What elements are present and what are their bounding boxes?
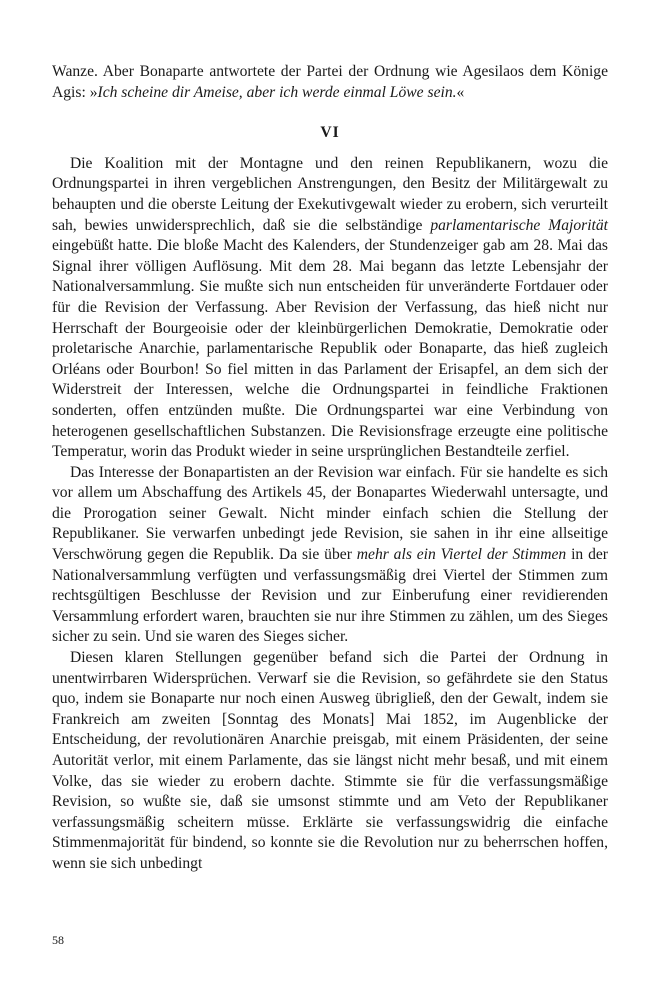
paragraph-1-italic: parlamentarische Majorität	[430, 216, 609, 234]
opening-quote-italic: Ich scheine dir Ameise, aber ich werde einmal Löwe sein.	[97, 83, 457, 101]
paragraph-2	[52, 463, 608, 648]
paragraph-1-part-b: eingebüßt hatte. Die bloße Macht des Kalenders, der Stundenzeiger gab am 28. Mai das Signal ihrer völligen Auflösung. Mit dem 28. Mai begann das letzte Lebensjahr der Nationalversammlung. Sie mußte sich nun entscheiden für unveränderte Fortdauer oder für die Revision der Verfassung. Aber Revision der Verfassung, das hieß nicht nur Herrschaft der Bourgeoisie oder der kleinbürgerlichen Demokratie, Demokratie oder proletarische Anarchie, parlamentarische Republik oder Bonaparte, das hieß zugleich Orléans oder Bourbon! So fiel mitten in das Parlament der Erisapfel, an dem sich der Widerstreit der Interessen, welche die Ordnungspartei in feindliche Fraktionen sonderten, offen entzünden mußte. Die Ordnungspartei war eine Verbindung von heterogenen gesellschaftlichen Substanzen. Die Revisionsfrage erzeugte eine politische Temperatur, worin das Produkt wieder in seine ursprünglichen Bestandteile zerfiel.	[52, 237, 608, 461]
paragraph-3: Diesen klaren Stellungen gegenüber befand sich die Partei der Ordnung in unentwirrbaren Widersprüchen. Verwarf sie die Revision, so gefährdete sie den Status quo, indem sie Bonaparte nur noch einen Ausweg übrigließ, den der Gewalt, indem sie Frankreich am zweiten [Sonntag des Monats] Mai 1852, im Augenblicke der Entscheidung, der revolutionären Anarchie preisgab, mit einem Präsidenten, der seine Autorität verlor, mit einem Parlamente, das sie längst nicht mehr besaß, und mit einem Volke, das sie wieder zu erobern dachte. Stimmte sie für die verfassungsmäßige Revision, so wußte sie, daß sie umsonst stimmte und am Veto der Republikaner verfassungsmäßig scheitern müsse. Erklärte sie verfassungswidrig die einfache Stimmenmajorität für bindend, so konnte sie die Revolution nur zu beherrschen hoffen, wenn sie sich unbedingt	[52, 649, 608, 872]
section-heading: VI	[320, 124, 340, 142]
paragraph-1	[52, 154, 608, 463]
page-number: 58	[52, 933, 64, 947]
paragraph-1-part-a: Die Koalition mit der Montagne und den reinen Republikanern, wozu die Ordnungspartei in ihren vergeblichen Anstrengungen, den Besitz der Militärgewalt zu behaupten und die oberste Leitung der Exekutivgewalt wieder zu erobern, sich verurteilt sah, bewies unwidersprechlich, daß sie die selbständige	[52, 154, 608, 234]
paragraph-2-italic: mehr als ein Viertel der Stimmen	[356, 546, 567, 564]
paragraph-2-part-b: in der Nationalversammlung verfügten und verfassungsmäßig drei Viertel der Stimmen zum rechtsgültigen Beschlusse der Revision und zur Einberufung einer revidierenden Versammlung erfordert waren, brauchten sie nur ihre Stimmen zu zählen, um des Sieges sicher zu sein. Und sie waren des Sieges sicher.	[52, 546, 608, 646]
opening-text: Wanze. Aber Bonaparte antwortete der Partei der Ordnung wie Agesilaos dem Könige Agis: »	[52, 63, 608, 101]
paragraph-2-part-a: Das Interesse der Bonapartisten an der Revision war einfach. Für sie handelte es sich vor allem um Abschaffung des Artikels 45, der Bonapartes Wiederwahl untersagte, und die Prorogation seiner Gewalt. Nicht minder einfach schien die Stellung der Republikaner. Sie verwarfen unbedingt jede Revision, sie sahen in ihr eine allseitige Verschwörung gegen die Republik. Da sie über	[52, 463, 608, 564]
opening-paragraph	[52, 62, 608, 103]
page-body	[52, 62, 608, 875]
opening-closing-mark: «	[456, 83, 465, 101]
